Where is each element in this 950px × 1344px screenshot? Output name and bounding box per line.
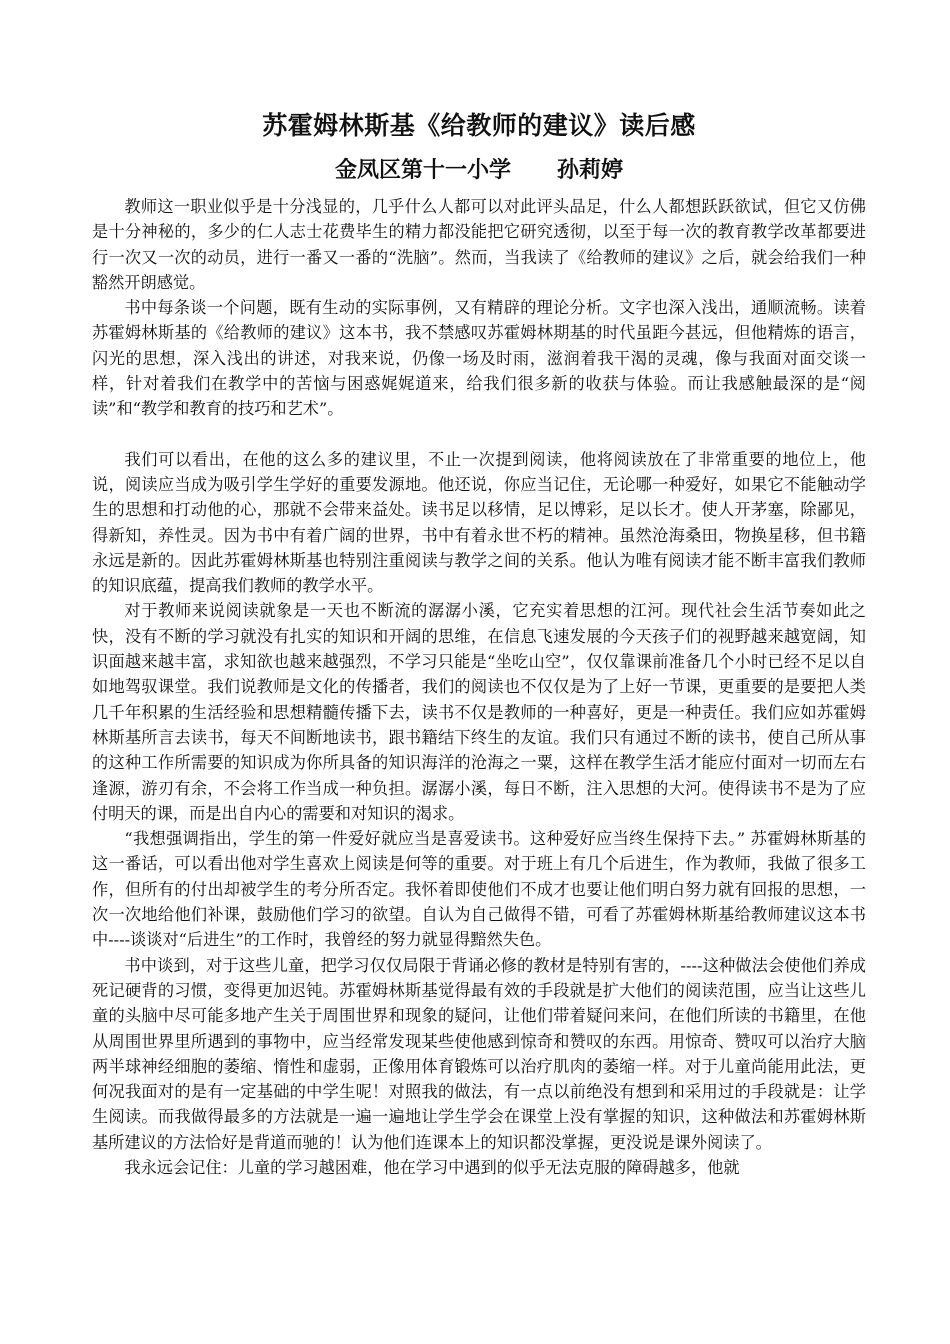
paragraph: 书中谈到，对于这些儿童，把学习仅仅局限于背诵必修的教材是特别有害的，----这种做法会使他们养成死记硬背的习惯，变得更加迟钝。苏霍姆林斯基觉得最有效的手段就是扩大他们的阅读范围，应当让这些儿童的头脑中尽可能多地产生关于周围世界和现象的疑问，让他们带着疑问来问，在他们所读的书籍里，在他从周围世界里所遇到的事物中，应当经常发现某些使他感到惊奇和赞叹的东西。用惊奇、赞叹可以治疗大脑两半球神经细胞的萎缩、惰性和虚弱，正像用体育锻炼可以治疗肌肉的萎缩一样。对于儿童尚能用此法，更何况我面对的是有一定基础的中学生呢！对照我的做法，有一点以前绝没有想到和采用过的手段就是：让学生阅读。而我做得最多的方法就是一遍一遍地让学生学会在课堂上没有掌握的知识，这种做法和苏霍姆林斯基所建议的方法恰好是背道而驰的！认为他们连课本上的知识都没掌握，更没说是课外阅读了。 (92, 955, 866, 1152)
paragraph: 我们可以看出，在他的这么多的建议里，不止一次提到阅读，他将阅读放在了非常重要的地位上，他说，阅读应当成为吸引学生学好的重要发源地。他还说，你应当记住，无论哪一种爱好，如果它不能触动学生的思想和打动他的心，那就不会带来益处。读书足以移情，足以博彩，足以长才。使人开茅塞，除鄙见，得新知，养性灵。因为书中有着广阔的世界，书中有着永世不朽的精神。虽然沧海桑田，物换星移，但书籍永远是新的。因此苏霍姆林斯基也特别注重阅读与教学之间的关系。他认为唯有阅读才能不断丰富我们教师的知识底蕴，提高我们教师的教学水平。 (92, 449, 866, 596)
paragraph: 我永远会记住：儿童的学习越困难，他在学习中遇到的似乎无法克服的障碍越多，他就 (124, 1157, 740, 1177)
paragraph: 教师这一职业似乎是十分浅显的，几乎什么人都可以对此评头品足，什么人都想跃跃欲试，但它又仿佛是十分神秘的，多少的仁人志士花费毕生的精力都没能把它研究透彻，以至于每一次的教育教学改革都要进行一次又一次的动员，进行一番又一番的“洗脑”。然而，当我读了《给教师的建议》之后，就会给我们一种豁然开朗感觉。 (92, 197, 866, 292)
document-title: 苏霍姆林斯基《给教师的建议》读后感 (262, 111, 696, 140)
paragraph: 书中每条谈一个问题，既有生动的实际事例，又有精辟的理论分析。文字也深入浅出，通顺流畅。读着苏霍姆林斯基的《给教师的建议》这本书，我不禁感叹苏霍姆林期基的时代虽距今甚远，但他精炼的语言，闪光的思想，深入浅出的讲述，对我来说，仍像一场及时雨，滋润着我干渴的灵魂，像与我面对面交谈一样，针对着我们在教学中的苦恼与困惑娓娓道来，给我们很多新的收获与体验。而让我感触最深的是“阅读”和“教学和教育的技巧和艺术”。 (92, 298, 866, 419)
document-page (92, 100, 866, 1180)
paragraph: 对于教师来说阅读就象是一天也不断流的潺潺小溪，它充实着思想的江河。现代社会生活节奏如此之快，没有不断的学习就没有扎实的知识和开阔的思维，在信息飞速发展的今天孩子们的视野越来越宽阔，知识面越来越丰富，求知欲也越来越强烈，不学习只能是“坐吃山空”，仅仅靠课前准备几个小时已经不足以自如地驾驭课堂。我们说教师是文化的传播者，我们的阅读也不仅仅是为了上好一节课，更重要的是要把人类几千年积累的生活经验和思想精髓传播下去，读书不仅是教师的一种喜好，更是一种责任。我们应如苏霍姆林斯基所言去读书，每天不间断地读书，跟书籍结下终生的友谊。我们只有通过不断的读书，使自己所从事的这种工作所需要的知识成为你所具备的知识海洋的沧海之一粟，这样在教学生活才能应付面对一切而左右逢源，游刃有余，不会将工作当成一种负担。潺潺小溪，每日不断，注入思想的大河。使得读书不是为了应付明天的课，而是出自内心的需要和对知识的渴求。 (92, 601, 866, 823)
paragraph: “我想强调指出，学生的第一件爱好就应当是喜爱读书。这种爱好应当终生保持下去。” 苏霍姆林斯基的这一番话，可以看出他对学生喜欢上阅读是何等的重要。对于班上有几个后进生，作为教师，我做了很多工作，但所有的付出却被学生的考分所否定。我怀着即使他们不成才也要让他们明白努力就有回报的思想，一次一次地给他们补课，鼓励他们学习的欲望。自认为自己做得不错，可看了苏霍姆林斯基给教师建议这本书中----谈谈对“后进生”的工作时，我曾经的努力就显得黯然失色。 (92, 829, 866, 950)
author-line: 金凤区第十一小学 孙莉婷 (335, 158, 623, 183)
article-body (92, 194, 866, 1180)
